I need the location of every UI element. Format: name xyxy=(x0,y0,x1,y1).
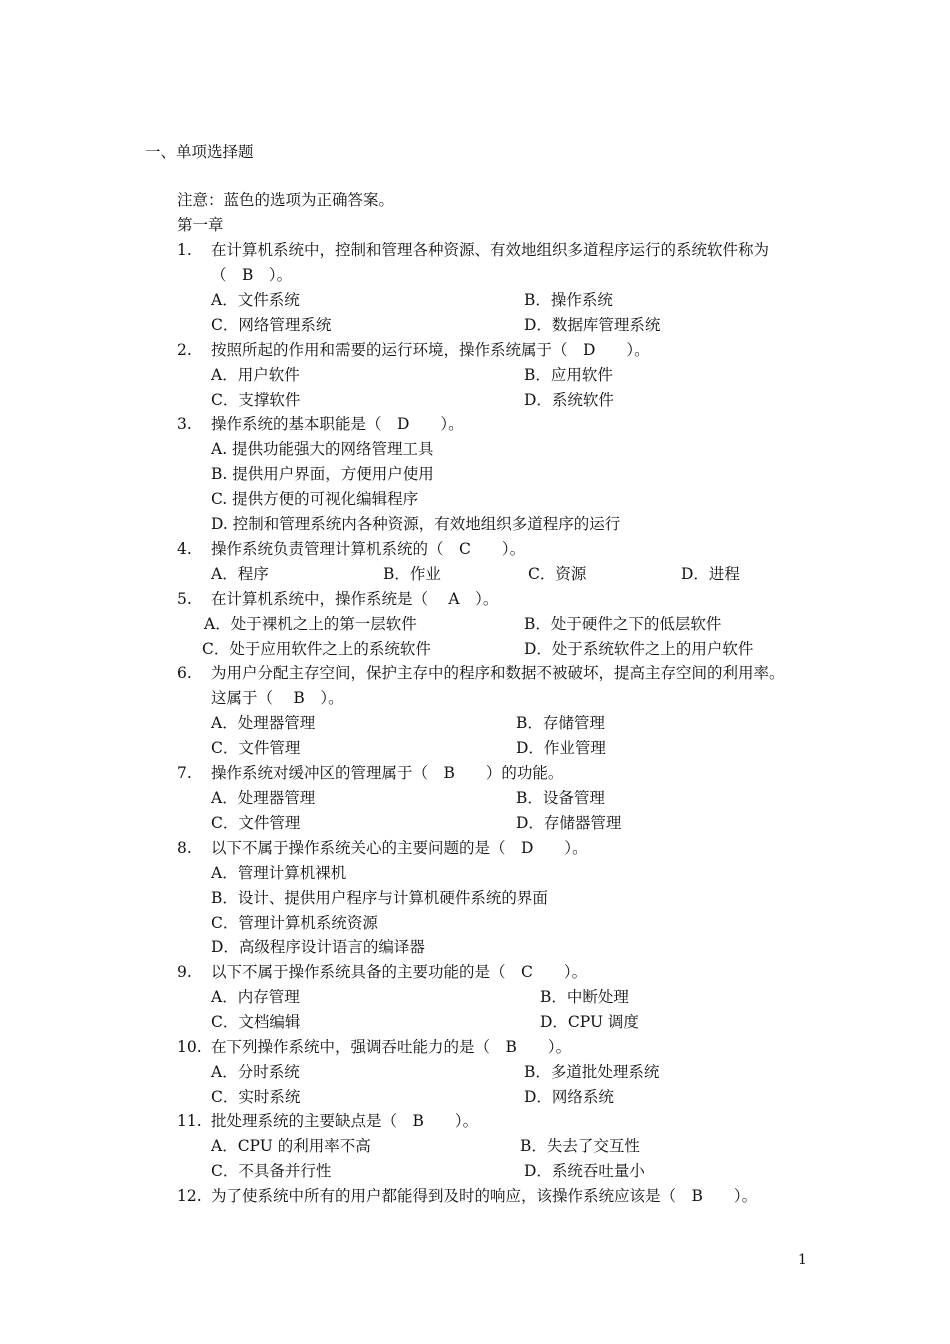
question-text: 在下列操作系统中，强调吞吐能力的是（ B ）。 xyxy=(211,1038,572,1056)
option-d: D. 控制和管理系统内各种资源，有效地组织多道程序的运行 xyxy=(211,515,621,533)
question-text: 操作系统负责管理计算机系统的（ C ）。 xyxy=(211,540,526,558)
question-text-cont: 这属于（ B ）。 xyxy=(211,689,344,707)
answer-note: 注意：蓝色的选项为正确答案。 xyxy=(177,191,395,209)
question-text: 为用户分配主存空间，保护主存中的程序和数据不被破坏，提高主存空间的利用率。 xyxy=(211,664,785,682)
option-c: C．文档编辑 xyxy=(211,1013,301,1031)
question-text: 批处理系统的主要缺点是（ B ）。 xyxy=(211,1112,479,1130)
option-a: A．程序 xyxy=(211,565,269,583)
question-number: 10. xyxy=(177,1038,202,1056)
question-number: 5. xyxy=(177,590,192,608)
option-d: D．CPU 调度 xyxy=(540,1013,639,1031)
option-a: A．分时系统 xyxy=(211,1063,300,1081)
option-c: C．管理计算机系统资源 xyxy=(211,914,378,932)
option-b: B．设计、提供用户程序与计算机硬件系统的界面 xyxy=(211,889,548,907)
option-d: D．系统吞吐量小 xyxy=(524,1162,645,1180)
option-a: A．文件系统 xyxy=(211,291,300,309)
option-c: C．文件管理 xyxy=(211,739,301,757)
question-number: 7. xyxy=(177,764,192,782)
option-b: B．存储管理 xyxy=(516,714,605,732)
option-c: C．处于应用软件之上的系统软件 xyxy=(202,640,431,658)
option-b: B．失去了交互性 xyxy=(520,1137,640,1155)
option-c: C．不具备并行性 xyxy=(211,1162,332,1180)
question-number: 12. xyxy=(177,1187,202,1205)
option-a: A．内存管理 xyxy=(211,988,300,1006)
question-number: 8. xyxy=(177,839,192,857)
question-number: 9. xyxy=(177,963,192,981)
option-a: A．CPU 的利用率不高 xyxy=(211,1137,371,1155)
option-d: D．数据库管理系统 xyxy=(524,316,661,334)
question-text: 为了使系统中所有的用户都能得到及时的响应，该操作系统应该是（ B ）。 xyxy=(211,1187,758,1205)
question-number: 3. xyxy=(177,415,192,433)
option-c: C．文件管理 xyxy=(211,814,301,832)
option-b: B．应用软件 xyxy=(524,366,613,384)
question-number: 2. xyxy=(177,341,192,359)
question-text: 按照所起的作用和需要的运行环境，操作系统属于（ D ）。 xyxy=(211,341,650,359)
question-text: 在计算机系统中，操作系统是（ A ）。 xyxy=(211,590,499,608)
question-number: 11. xyxy=(177,1112,202,1130)
option-b: B．操作系统 xyxy=(524,291,613,309)
option-a: A．处于裸机之上的第一层软件 xyxy=(204,615,417,633)
option-c: C．支撑软件 xyxy=(211,391,301,409)
option-a: A．处理器管理 xyxy=(211,789,316,807)
section-title: 一、单项选择题 xyxy=(145,143,254,161)
option-b: B．中断处理 xyxy=(540,988,629,1006)
option-d: D．系统软件 xyxy=(524,391,614,409)
option-b: B．作业 xyxy=(383,565,441,583)
question-text: 操作系统对缓冲区的管理属于（ B ）的功能。 xyxy=(211,764,564,782)
option-d: D．网络系统 xyxy=(524,1088,614,1106)
option-b: B．处于硬件之下的低层软件 xyxy=(524,615,722,633)
option-d: D．进程 xyxy=(681,565,740,583)
option-a: A. 提供功能强大的网络管理工具 xyxy=(211,440,434,458)
option-a: A．用户软件 xyxy=(211,366,300,384)
option-a: A．管理计算机裸机 xyxy=(211,864,347,882)
option-d: D．处于系统软件之上的用户软件 xyxy=(524,640,754,658)
option-d: D．作业管理 xyxy=(516,739,606,757)
option-d: D．高级程序设计语言的编译器 xyxy=(211,938,425,956)
option-b: B．设备管理 xyxy=(516,789,605,807)
page-number: 1 xyxy=(798,1252,807,1268)
question-text: 操作系统的基本职能是（ D ）。 xyxy=(211,415,464,433)
question-number: 1. xyxy=(177,241,192,259)
question-text: 以下不属于操作系统关心的主要问题的是（ D ）。 xyxy=(211,839,588,857)
option-d: D．存储器管理 xyxy=(516,814,622,832)
question-text-cont: （ B ）。 xyxy=(211,266,293,284)
option-b: B．多道批处理系统 xyxy=(524,1063,660,1081)
option-c: C．资源 xyxy=(528,565,587,583)
option-b: B. 提供用户界面，方便用户使用 xyxy=(211,465,434,483)
option-c: C．网络管理系统 xyxy=(211,316,332,334)
option-c: C．实时系统 xyxy=(211,1088,301,1106)
chapter-heading: 第一章 xyxy=(177,216,224,234)
question-number: 6. xyxy=(177,664,192,682)
option-c: C. 提供方便的可视化编辑程序 xyxy=(211,490,419,508)
question-text: 以下不属于操作系统具备的主要功能的是（ C ）。 xyxy=(211,963,588,981)
question-text: 在计算机系统中，控制和管理各种资源、有效地组织多道程序运行的系统软件称为 xyxy=(211,241,770,259)
question-number: 4. xyxy=(177,540,192,558)
option-a: A．处理器管理 xyxy=(211,714,316,732)
